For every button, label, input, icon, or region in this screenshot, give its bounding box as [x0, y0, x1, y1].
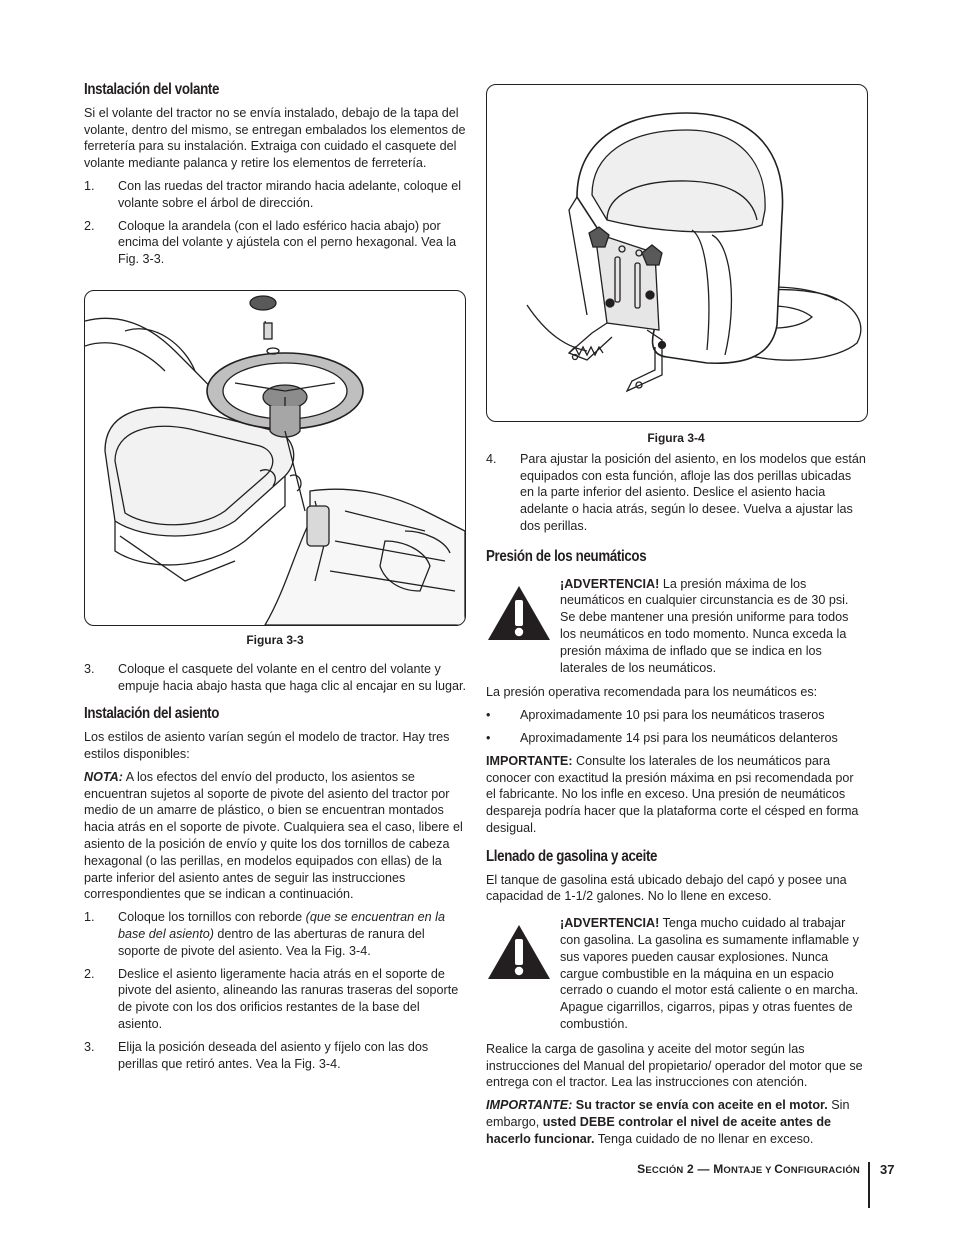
list-item: 2. Coloque la arandela (con el lado esférico hacia abajo) por encima del volante y ajústela con el perno hexagonal. Vea la Fig. 3-3.: [84, 218, 457, 267]
heading-gasolina: Llenado de gasolina y aceite: [486, 847, 658, 865]
para-carga: Realice la carga de gasolina y aceite del motor según las instrucciones del Manual del propietario/ operador del motor que se entrega con el tractor. Lea las instrucciones con atención.: [486, 1041, 863, 1090]
para-presion: La presión operativa recomendada para los neumáticos es:: [486, 685, 818, 700]
list-item: 1. Con las ruedas del tractor mirando hacia adelante, coloque el volante sobre el árbol de dirección.: [84, 178, 462, 210]
footer-divider: [868, 1162, 870, 1208]
para-nota: NOTA: A los efectos del envío del producto, los asientos se encuentran sujetos al soporte de pivote del asiento del tractor por medio de un amarre de plástico, o bien se encuentran montados hacia atrás en el soporte de pivote. Cualquiera sea el caso, libere el asiento de la posición de envío y quite los dos tornillos de cabeza hexagonal (o las perillas, en modelos equipados con ellas) de la parte inferior del asiento antes de seguir las instrucciones correspondientes que se indican a continuación.: [84, 769, 463, 902]
para-gasolina: El tanque de gasolina está ubicado debajo del capó y posee una capacidad de 1-1/2 galones. No lo llene en exceso.: [486, 872, 847, 904]
list-item: 4. Para ajustar la posición del asiento, en los modelos que están equipados con esta función, afloje las dos perillas ubicadas en la parte inferior del asiento. Deslice el asiento hacia adelante o hacia atrás, según lo desee. Vuelva a ajustar las dos perillas.: [486, 451, 866, 533]
warning-box-pressure: ¡ADVERTENCIA! La presión máxima de los neumáticos en cualquier circunstancia es de 30 psi. Se debe mantener una presión uniforme para todos los neumáticos en todo momento. Nunca exceda la presión máxima de inflado que se indica en los laterales de los neumáticos.: [486, 576, 866, 677]
para-asiento: Los estilos de asiento varían según el modelo de tractor. Hay tres estilos disponibles:: [84, 730, 450, 761]
heading-asiento: Instalación del asiento: [84, 705, 220, 723]
seat-illustration: [487, 85, 867, 421]
warning-triangle-icon: [486, 923, 552, 981]
para-importante-1: IMPORTANTE: Consulte los laterales de los neumáticos para conocer con exactitud la presión máxima en psi recomendada por el fabricante. No los infle en exceso. Una presión de neumáticos despareja podría hacer que la plataforma corte el césped en forma desigual.: [486, 753, 859, 835]
warning-triangle-icon: [486, 584, 552, 642]
steering-wheel-illustration: [85, 291, 465, 625]
list-item: • Aproximadamente 14 psi para los neumáticos delanteros: [486, 730, 838, 745]
warning-box-fuel: ¡ADVERTENCIA! Tenga mucho cuidado al trabajar con gasolina. La gasolina es sumamente inflamable y sus vapores pueden causar explosiones. Nunca cargue combustible en la máquina en un espacio cerrado o cuando el motor está caliente o en marcha. Apague cigarrillos, cigarros, pipas y otras fuentes de combustión.: [486, 915, 866, 1033]
list-item: 3. Elija la posición deseada del asiento y fíjelo con las dos perillas que retiró antes. Vea la Fig. 3-4.: [84, 1039, 429, 1071]
list-item: • Aproximadamente 10 psi para los neumáticos traseros: [486, 708, 825, 723]
figure-3-4-caption: Figura 3-4: [647, 431, 705, 445]
list-item: 1. Coloque los tornillos con reborde (que se encuentran en la base del asiento) dentro de las aberturas de ranura del soporte de pivote del asiento. Vea la Fig. 3-4.: [84, 910, 445, 958]
figure-3-3-caption: Figura 3-3: [246, 632, 304, 647]
list-item: 3. Coloque el casquete del volante en el centro del volante y empuje hacia abajo hasta que haga clic al encajar en su lugar.: [84, 661, 466, 693]
para-volante: Si el volante del tractor no se envía instalado, debajo de la tapa del volante, dentro del mismo, se entregan embalados los elementos de ferretería para su instalación. Extraiga con cuidado el casquete del volante mediante palanca y retire los elementos de ferretería.: [84, 105, 466, 171]
figure-3-3: [84, 290, 466, 626]
list-item: 2. Deslice el asiento ligeramente hacia atrás en el soporte de pivote del asiento, alineando las ranuras traseras del soporte de pivote con los dos orificios restantes de la base del asiento.: [84, 966, 459, 1031]
heading-presion: Presión de los neumáticos: [486, 547, 647, 565]
para-importante-2: IMPORTANTE: Su tractor se envía con aceite en el motor. Sin embargo, usted DEBE controlar el nivel de aceite antes de hacerlo funcionar. Tenga cuidado de no llenar en exceso.: [486, 1098, 850, 1146]
footer-section-title: SECCIÓN 2 — MONTAJE Y CONFIGURACIÓN: [637, 1162, 860, 1176]
figure-3-4: [486, 84, 868, 422]
page-number: 37: [880, 1162, 895, 1177]
right-column: [486, 82, 866, 1153]
left-column: [84, 82, 466, 1078]
heading-volante: Instalación del volante: [84, 81, 220, 98]
